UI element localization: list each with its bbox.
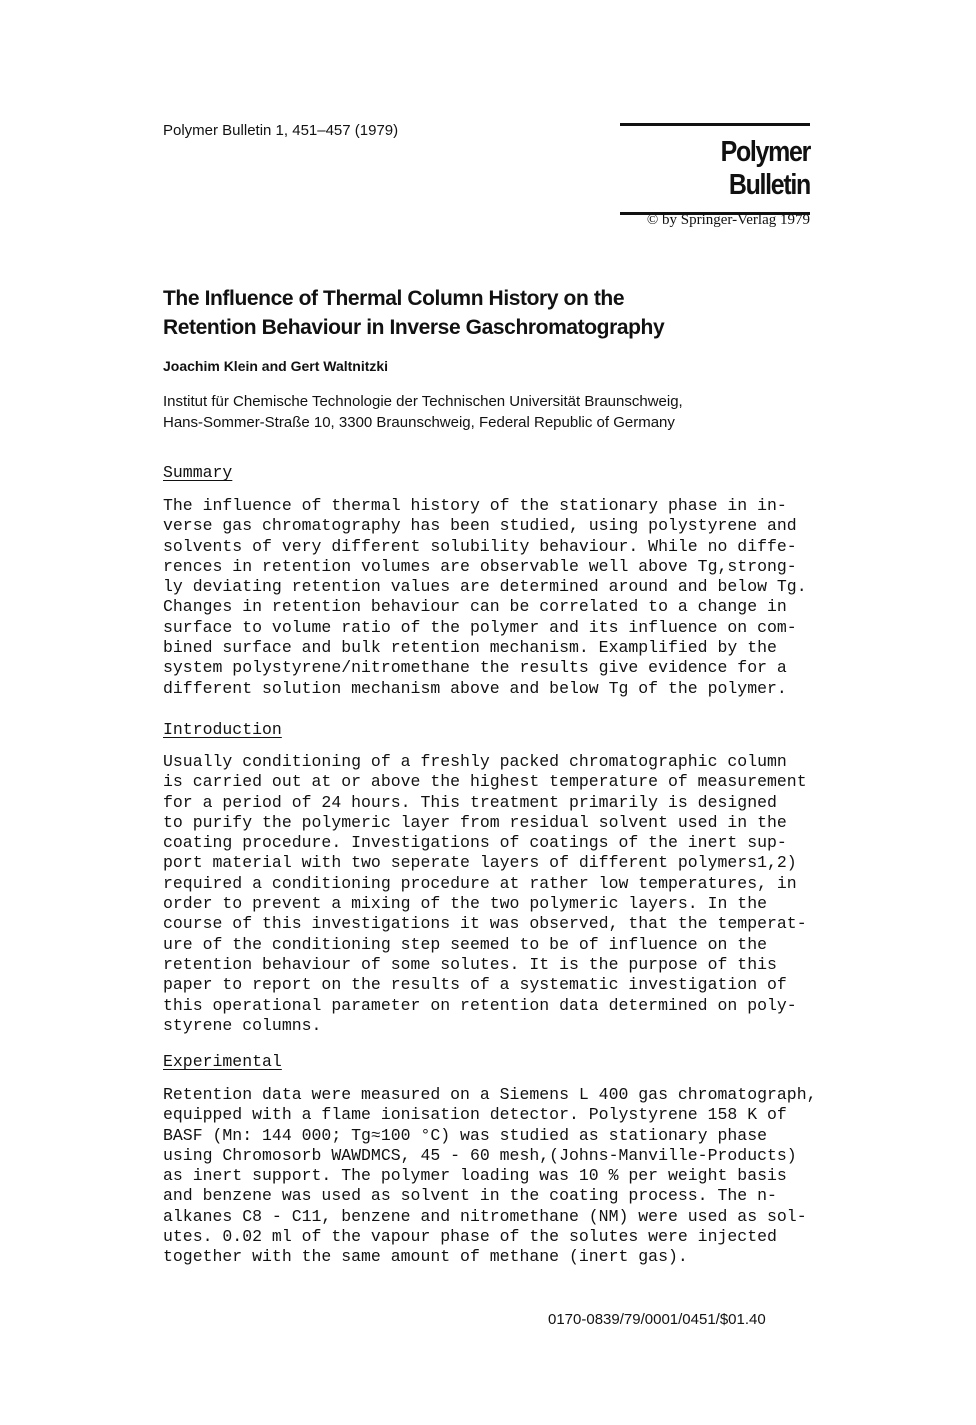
text-line: equipped with a flame ionisation detector. Polystyrene 158 K of — [163, 1105, 787, 1125]
text-line: different solution mechanism above and below Tg of the polymer. — [163, 678, 787, 698]
text-line: to purify the polymeric layer from residual solvent used in the — [163, 812, 787, 832]
text-line: solvents of very different solubility behaviour. While no diffe- — [163, 536, 797, 556]
journal-masthead — [620, 123, 810, 228]
introduction-body — [163, 752, 863, 1036]
text-line: this operational parameter on retention data determined on poly- — [163, 995, 797, 1015]
author-affiliation — [163, 391, 863, 433]
text-line: coating procedure. Investigations of coatings of the inert sup- — [163, 833, 787, 853]
text-line: ly deviating retention values are determined around and below Tg. — [163, 577, 807, 597]
text-line: course of this investigations it was observed, that the temperat- — [163, 914, 807, 934]
introduction-heading: Introduction — [163, 720, 282, 739]
journal-name: Polymer Bulletin — [720, 136, 810, 201]
journal-citation: Polymer Bulletin 1, 451–457 (1979) — [163, 122, 399, 139]
article-code: 0170-0839/79/0001/0451/$01.40 — [548, 1311, 766, 1328]
text-line: The influence of thermal history of the stationary phase in in- — [163, 496, 787, 515]
summary-body — [163, 496, 863, 699]
text-line: retention behaviour of some solutes. It is the purpose of this — [163, 954, 777, 974]
article-authors: Joachim Klein and Gert Waltnitzki — [163, 358, 389, 374]
text-line: Retention data were measured on a Siemens L 400 gas chromatograph, — [163, 1085, 817, 1104]
text-line: surface to volume ratio of the polymer and its influence on com- — [163, 617, 797, 637]
title-line: The Influence of Thermal Column History on the — [163, 287, 625, 310]
text-line: together with the same amount of methane (inert gas). — [163, 1247, 688, 1267]
text-line: Usually conditioning of a freshly packed chromatographic column — [163, 752, 787, 771]
text-line: BASF (Mn: 144 000; Tg≈100 °C) was studied as stationary phase — [163, 1125, 767, 1145]
text-line: alkanes C8 - C11, benzene and nitromethane (NM) were used as sol- — [163, 1206, 807, 1226]
title-line: Retention Behaviour in Inverse Gaschromatography — [163, 316, 665, 339]
text-line: verse gas chromatography has been studied, using polystyrene and — [163, 516, 797, 536]
article-title — [163, 284, 843, 342]
text-line: system polystyrene/nitromethane the results give evidence for a — [163, 658, 787, 678]
text-line: bined surface and bulk retention mechanism. Examplified by the — [163, 638, 777, 658]
copyright-notice: © by Springer-Verlag 1979 — [646, 212, 810, 228]
text-line: and benzene was used as solvent in the coating process. The n- — [163, 1186, 777, 1206]
affiliation-line: Institut für Chemische Technologie der Technischen Universität Braunschweig, — [163, 393, 683, 410]
summary-heading: Summary — [163, 463, 233, 482]
text-line: rences in retention volumes are observable well above Tg,strong- — [163, 556, 797, 576]
experimental-body — [163, 1085, 863, 1268]
text-line: Changes in retention behaviour can be correlated to a change in — [163, 597, 787, 617]
text-line: port material with two seperate layers of different polymers1,2) — [163, 853, 797, 873]
text-line: for a period of 24 hours. This treatment primarily is designed — [163, 792, 777, 812]
text-line: order to prevent a mixing of the two polymeric layers. In the — [163, 894, 767, 914]
text-line: paper to report on the results of a systematic investigation of — [163, 975, 787, 995]
experimental-heading: Experimental — [163, 1052, 282, 1071]
text-line: required a conditioning procedure at rather low temperatures, in — [163, 873, 797, 893]
text-line: styrene columns. — [163, 1015, 322, 1035]
text-line: utes. 0.02 ml of the vapour phase of the solutes were injected — [163, 1227, 777, 1247]
text-line: ure of the conditioning step seemed to be of influence on the — [163, 934, 767, 954]
text-line: using Chromosorb WAWDMCS, 45 - 60 mesh,(Johns-Manville-Products) — [163, 1145, 797, 1165]
affiliation-line: Hans-Sommer-Straße 10, 3300 Braunschweig, Federal Republic of Germany — [163, 414, 675, 431]
text-line: as inert support. The polymer loading was 10 % per weight basis — [163, 1166, 787, 1186]
text-line: is carried out at or above the highest temperature of measurement — [163, 772, 807, 792]
